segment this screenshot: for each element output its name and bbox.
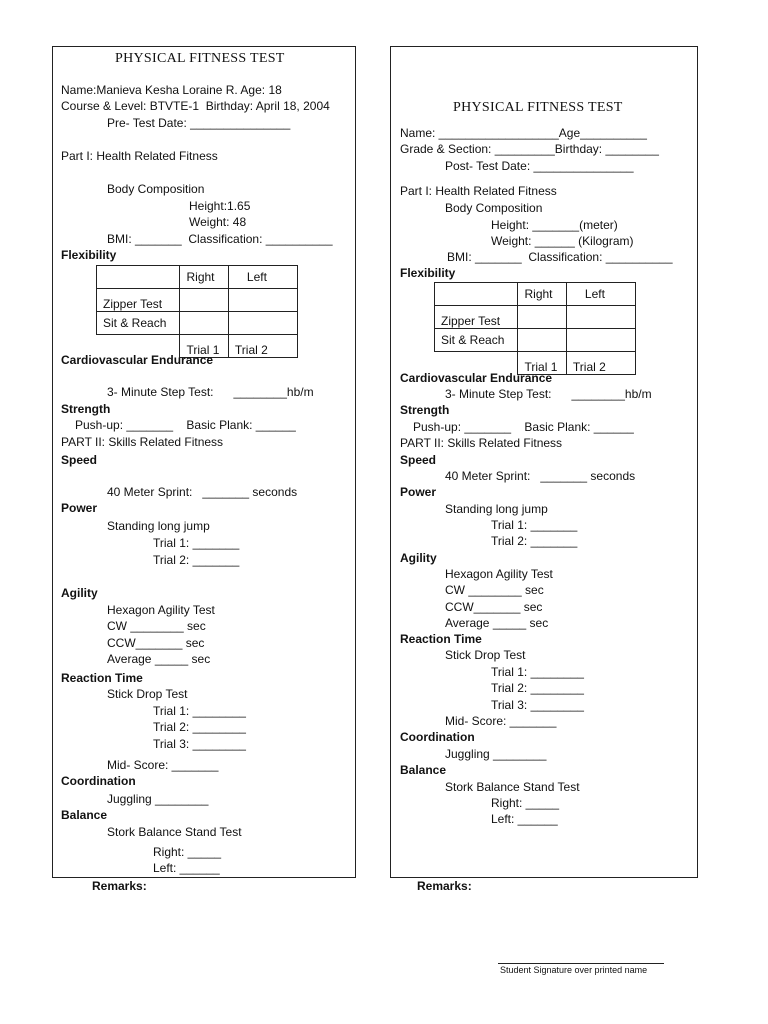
bmi-line[interactable]: BMI: _______ Classification: __________	[447, 250, 673, 264]
bmi-line: BMI: _______ Classification: __________	[107, 232, 333, 246]
strength-heading: Strength	[400, 403, 450, 417]
table-row	[97, 312, 298, 335]
sit-reach-left-cell[interactable]	[566, 329, 635, 352]
flexibility-table	[96, 265, 298, 358]
stork-right-line[interactable]: Right: _____	[491, 796, 560, 810]
juggling-line[interactable]: Juggling ________	[445, 747, 547, 761]
zipper-left-cell[interactable]	[566, 306, 635, 329]
zipper-left-cell[interactable]	[228, 289, 297, 312]
part1-heading: Part I: Health Related Fitness	[61, 149, 218, 163]
name-age-line[interactable]: Name: __________________Age__________	[400, 126, 647, 140]
trial2-label: Trial 2	[566, 352, 635, 375]
fitness-test-card-blank	[390, 46, 698, 878]
ccw-line[interactable]: CCW_______ sec	[445, 600, 543, 614]
long-jump-trial2[interactable]: Trial 2: _______	[491, 534, 578, 548]
cw-line[interactable]: CW ________ sec	[445, 583, 544, 597]
name-age-line: Name:Manieva Kesha Loraine R. Age: 18	[61, 83, 282, 97]
right-header: Right	[518, 283, 566, 306]
zipper-test-label: Zipper Test	[435, 306, 518, 329]
zipper-right-cell[interactable]	[518, 306, 566, 329]
sit-reach-left-cell[interactable]	[228, 312, 297, 335]
power-heading: Power	[400, 485, 437, 499]
stork-left-line[interactable]: Left: ______	[491, 812, 558, 826]
part2-heading: PART II: Skills Related Fitness	[61, 435, 224, 449]
sit-reach-right-cell[interactable]	[518, 329, 566, 352]
flexibility-table	[434, 282, 636, 375]
signature-line[interactable]	[498, 963, 664, 964]
reaction-heading: Reaction Time	[61, 671, 143, 685]
stork-label: Stork Balance Stand Test	[107, 825, 242, 839]
card-title: PHYSICAL FITNESS TEST	[453, 100, 623, 115]
table-row	[435, 283, 636, 306]
long-jump-label: Standing long jump	[107, 519, 210, 533]
stick-drop-trial1[interactable]: Trial 1: ________	[491, 665, 584, 679]
sprint-line: 40 Meter Sprint: _______ seconds	[107, 485, 298, 499]
long-jump-trial2: Trial 2: _______	[153, 553, 240, 567]
agility-heading: Agility	[61, 586, 98, 600]
mid-score-line: Mid- Score: _______	[107, 758, 219, 772]
table-row	[97, 266, 298, 289]
remarks-label-right: Remarks:	[417, 879, 472, 893]
cardio-heading: Cardiovascular Endurance	[61, 353, 214, 367]
weight-line[interactable]: Weight: ______ (Kilogram)	[491, 234, 634, 248]
flexibility-heading: Flexibility	[61, 248, 117, 262]
table-row	[435, 329, 636, 352]
stork-right-line: Right: _____	[153, 845, 222, 859]
cw-line: CW ________ sec	[107, 619, 206, 633]
speed-heading: Speed	[400, 453, 437, 467]
balance-heading: Balance	[61, 808, 108, 822]
fitness-test-card-filled	[52, 46, 356, 878]
stick-drop-label: Stick Drop Test	[445, 648, 526, 662]
step-test-line: 3- Minute Step Test: ________hb/m	[107, 385, 314, 399]
stick-drop-trial2: Trial 2: ________	[153, 720, 246, 734]
trial1-label: Trial 1	[180, 335, 228, 358]
stick-drop-label: Stick Drop Test	[107, 687, 188, 701]
zipper-test-label: Zipper Test	[97, 289, 180, 312]
right-header: Right	[180, 266, 228, 289]
signature-label: Student Signature over printed name	[500, 965, 648, 975]
weight-value: Weight: 48	[189, 215, 247, 229]
card-title: PHYSICAL FITNESS TEST	[115, 51, 285, 66]
body-composition-label: Body Composition	[445, 201, 543, 215]
stick-drop-trial3: Trial 3: ________	[153, 737, 246, 751]
strength-heading: Strength	[61, 402, 111, 416]
balance-heading: Balance	[400, 763, 447, 777]
juggling-line: Juggling ________	[107, 792, 209, 806]
ccw-line: CCW_______ sec	[107, 636, 205, 650]
post-test-date[interactable]: Post- Test Date: _______________	[445, 159, 634, 173]
sit-reach-right-cell[interactable]	[180, 312, 228, 335]
pre-test-date: Pre- Test Date: _______________	[107, 116, 291, 130]
agility-heading: Agility	[400, 551, 437, 565]
left-header: Left	[228, 266, 297, 289]
left-header: Left	[566, 283, 635, 306]
stick-drop-trial1: Trial 1: ________	[153, 704, 246, 718]
trial2-label: Trial 2	[228, 335, 297, 358]
average-line: Average _____ sec	[107, 652, 211, 666]
hexagon-label: Hexagon Agility Test	[445, 567, 553, 581]
stick-drop-trial3[interactable]: Trial 3: ________	[491, 698, 584, 712]
mid-score-line[interactable]: Mid- Score: _______	[445, 714, 557, 728]
sit-reach-label: Sit & Reach	[435, 329, 518, 352]
trial1-label: Trial 1	[518, 352, 566, 375]
table-row	[435, 306, 636, 329]
stork-label: Stork Balance Stand Test	[445, 780, 580, 794]
long-jump-trial1[interactable]: Trial 1: _______	[491, 518, 578, 532]
cardio-heading: Cardiovascular Endurance	[400, 371, 553, 385]
sit-reach-label: Sit & Reach	[97, 312, 180, 335]
coordination-heading: Coordination	[61, 774, 136, 788]
step-test-line[interactable]: 3- Minute Step Test: ________hb/m	[445, 387, 652, 401]
speed-heading: Speed	[61, 453, 98, 467]
power-heading: Power	[61, 501, 98, 515]
zipper-right-cell[interactable]	[180, 289, 228, 312]
coordination-heading: Coordination	[400, 730, 475, 744]
course-birthday-line: Course & Level: BTVTE-1 Birthday: April 18, 2004	[61, 99, 330, 113]
sprint-line[interactable]: 40 Meter Sprint: _______ seconds	[445, 469, 636, 483]
body-composition-label: Body Composition	[107, 182, 205, 196]
table-row	[97, 289, 298, 312]
long-jump-trial1: Trial 1: _______	[153, 536, 240, 550]
height-line[interactable]: Height: _______(meter)	[491, 218, 618, 232]
long-jump-label: Standing long jump	[445, 502, 548, 516]
average-line[interactable]: Average _____ sec	[445, 616, 549, 630]
pushup-plank-line: Push-up: _______ Basic Plank: ______	[75, 418, 296, 432]
part2-heading: PART II: Skills Related Fitness	[400, 436, 563, 450]
stork-left-line: Left: ______	[153, 861, 220, 875]
part1-heading: Part I: Health Related Fitness	[400, 184, 557, 198]
grade-birthday-line[interactable]: Grade & Section: _________Birthday: ________	[400, 142, 659, 156]
hexagon-label: Hexagon Agility Test	[107, 603, 215, 617]
pushup-plank-line[interactable]: Push-up: _______ Basic Plank: ______	[413, 420, 634, 434]
reaction-heading: Reaction Time	[400, 632, 482, 646]
flexibility-heading: Flexibility	[400, 266, 456, 280]
stick-drop-trial2[interactable]: Trial 2: ________	[491, 681, 584, 695]
remarks-label-left: Remarks:	[92, 879, 147, 893]
height-value: Height:1.65	[189, 199, 251, 213]
